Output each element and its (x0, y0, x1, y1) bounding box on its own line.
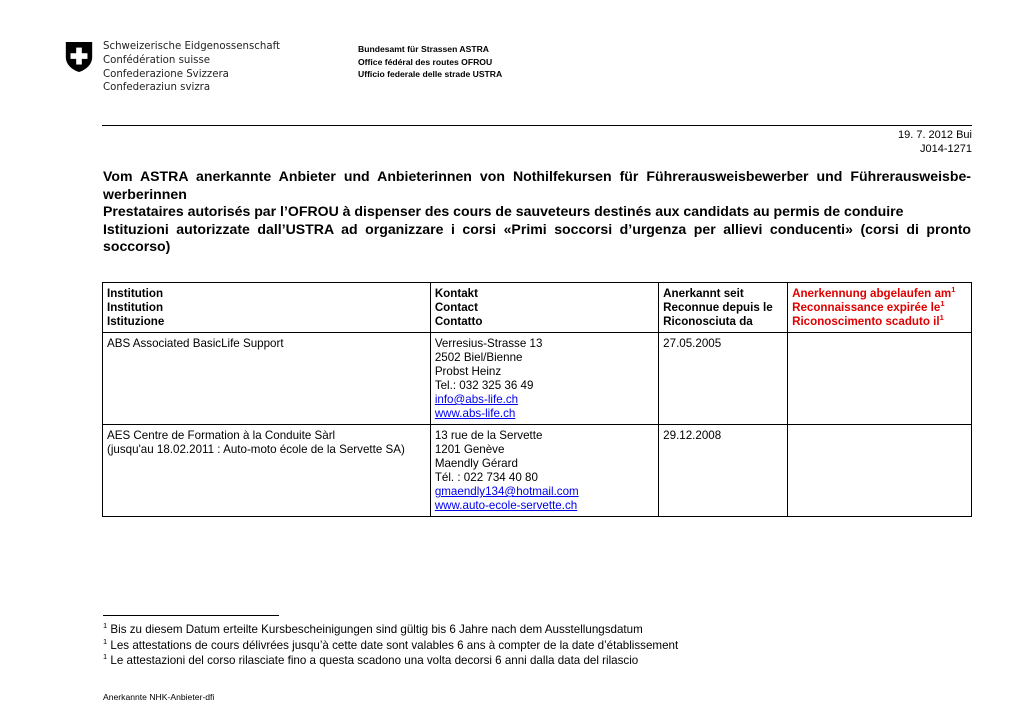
cell-contact: 13 rue de la Servette 1201 Genève Maendly Gérard Tél. : 022 734 40 80 gmaendly134@hotmail.com www.auto-ecole-servette.ch (430, 425, 658, 517)
logo-line-de: Schweizerische Eidgenossenschaft (103, 41, 280, 52)
footnote-divider (103, 615, 279, 616)
email-link[interactable]: gmaendly134@hotmail.com (434, 485, 579, 498)
cell-recognized: 29.12.2008 (659, 425, 788, 517)
header-divider (102, 125, 972, 126)
swiss-confederation-logo (64, 40, 280, 95)
reference-date: 19. 7. 2012 Bui (897, 129, 972, 141)
confederation-names (103, 40, 280, 95)
website-link[interactable]: www.abs-life.ch (434, 407, 516, 420)
footnote-de: $^1$ Bis zu diesem Datum erteilte Kursbescheinigungen sind gültig bis 6 Jahre nach dem Ausstellungsdatum (103, 621, 643, 636)
agency-name-it: Ufficio federale delle strade USTRA (358, 69, 503, 80)
table-header-row (103, 283, 972, 333)
cell-expired (788, 333, 972, 425)
reference-block (898, 128, 972, 156)
email-link[interactable]: info@abs-life.ch (434, 393, 519, 406)
header-expired: Anerkennung abgelaufen $am^1$ Reconnaissance expirée $le^1$ Riconoscimento scaduto $il^1$ (788, 283, 972, 333)
footnote-it: $^1$ Le attestazioni del corso rilasciate fino a questa scadono una volta decorsi 6 anni dalla data del rilascio (103, 652, 639, 667)
cell-contact: Verresius-Strasse 13 2502 Biel/Bienne Probst Heinz Tel.: 032 325 36 49 info@abs-life.ch www.abs-life.ch (430, 333, 658, 425)
cell-institution: ABS Associated BasicLife Support (103, 333, 431, 425)
table-row (103, 333, 972, 425)
document-footer: Anerkannte NHK-Anbieter-dfi (103, 692, 215, 702)
header-contact: Kontakt Contact Contatto (430, 283, 658, 333)
website-link[interactable]: www.auto-ecole-servette.ch (434, 499, 578, 512)
swiss-coat-of-arms-icon (64, 41, 94, 73)
title-fr: Prestataires autorisés par l’OFROU à dispenser des cours de sauveteurs destinés aux candidats au permis de conduire (103, 203, 904, 219)
provider-table (102, 282, 972, 517)
footnotes (103, 622, 678, 669)
footnote-fr: $^1$ Les attestations de cours délivrées jusqu’à cette date sont valables 6 ans à compter de la date d’établissement (103, 636, 679, 652)
logo-line-fr: Confédération suisse (103, 54, 211, 66)
agency-name-de: Bundesamt für Strassen ASTRA (358, 44, 489, 54)
logo-line-it: Confederazione Svizzera (103, 68, 229, 80)
title-de: Vom ASTRA anerkannte Anbieter und Anbieterinnen von Nothilfekursen für Führerausweisbewerber und Führerausweisbe-werberinnen (103, 168, 971, 202)
reference-number: J014-1271 (920, 143, 972, 155)
document-title (103, 168, 971, 256)
header-recognized: Anerkannt seit Reconnue depuis le Riconosciuta da (659, 283, 788, 333)
cell-expired (788, 425, 972, 517)
agency-name-fr: Office fédéral des routes OFROU (358, 56, 493, 67)
title-it: Istituzioni autorizzate dall’USTRA ad organizzare i corsi «Primi soccorsi d’urgenza per allievi conducenti» (corsi di pronto soccorso) (103, 220, 971, 254)
agency-block (358, 43, 502, 81)
logo-line-rm: Confederaziun svizra (103, 82, 211, 94)
header-institution: Institution Institution Istituzione (103, 283, 431, 333)
cell-recognized: 27.05.2005 (659, 333, 788, 425)
cell-institution: AES Centre de Formation à la Conduite Sàrl (jusqu'au 18.02.2011 : Auto-moto école de la Servette SA) (103, 425, 431, 517)
table-row (103, 425, 972, 517)
